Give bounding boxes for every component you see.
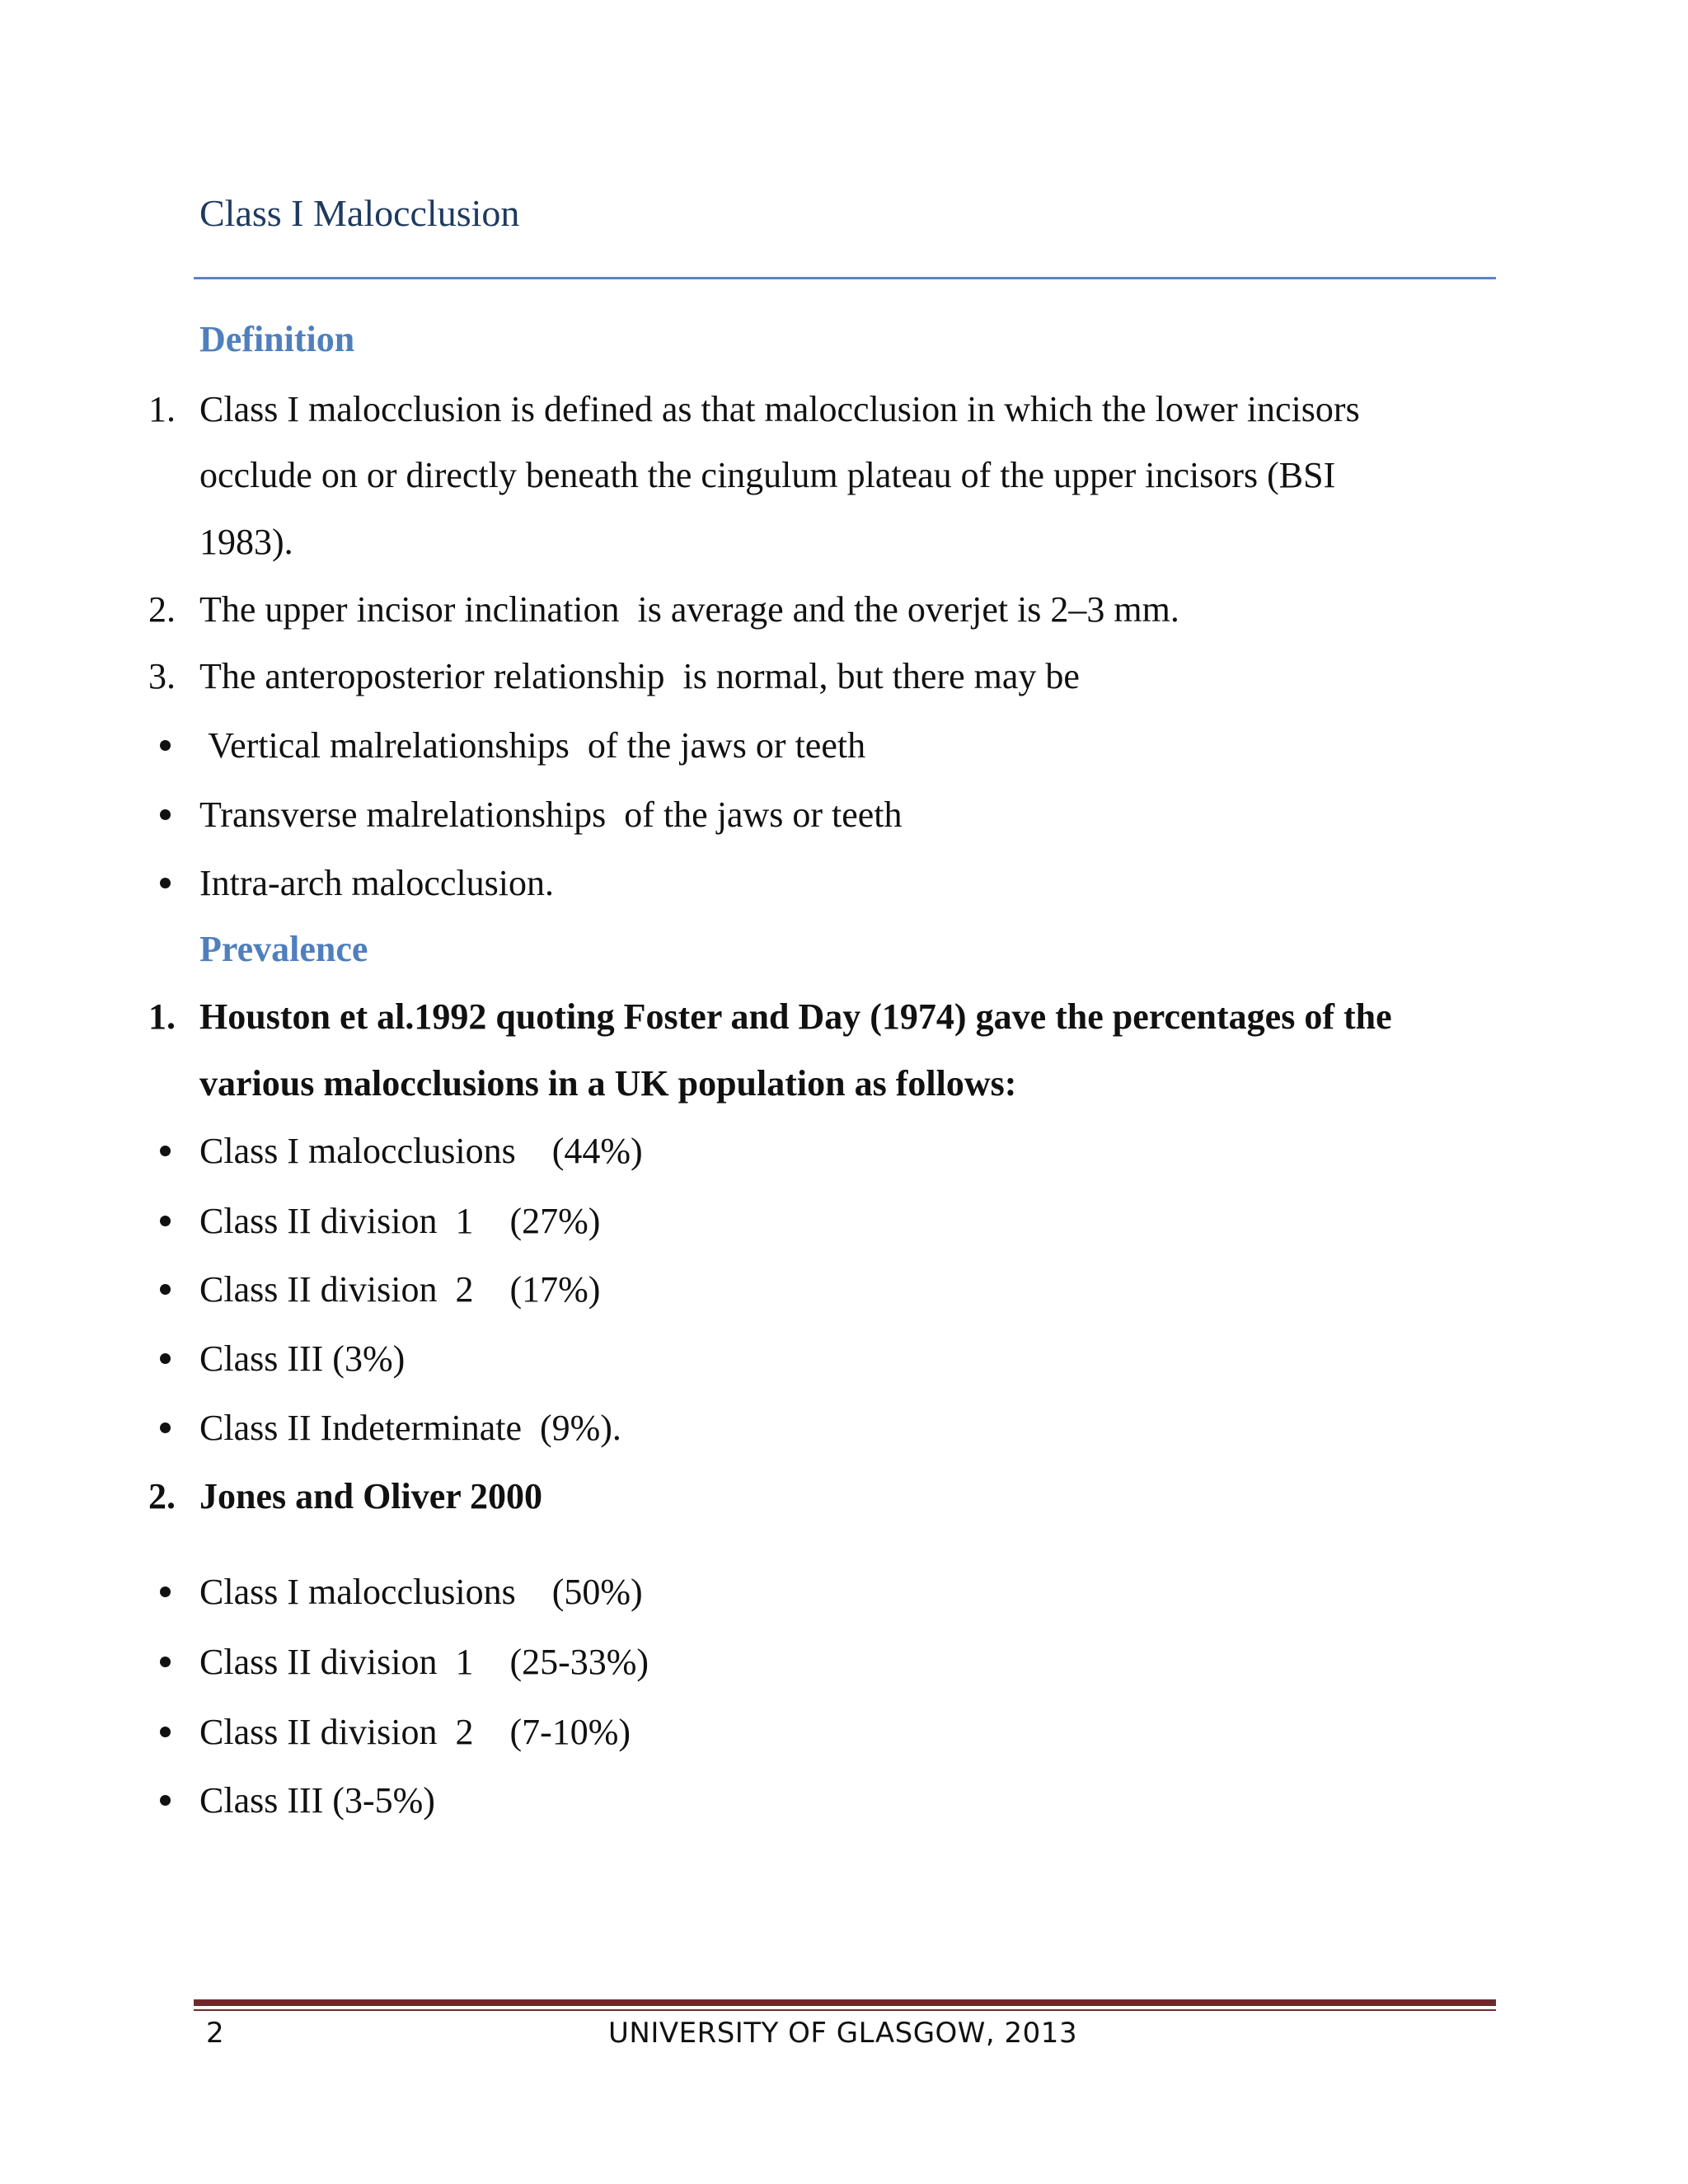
bullet-icon (160, 1216, 171, 1226)
bullet-icon (160, 740, 171, 751)
footer-divider (194, 1999, 1496, 2006)
list-marker: 1. (148, 996, 176, 1037)
bullet-icon (160, 1795, 171, 1806)
page-number: 2 (206, 2017, 224, 2050)
list-marker: 2. (148, 589, 176, 630)
list-marker: 2. (148, 1476, 176, 1516)
bullet-icon (160, 1284, 171, 1295)
study-1-class-ii-div-2: Class II division 2 (17%) (199, 1269, 601, 1310)
study-1-class-iii: Class III (3%) (199, 1338, 406, 1379)
study-2-class-i: Class I malocclusions (50%) (199, 1572, 643, 1612)
bullet-icon (160, 1422, 171, 1433)
prevalence-heading: Prevalence (199, 929, 368, 969)
prevalence-study-1-line-1: Houston et al.1992 quoting Foster and Day (1974) gave the percentages of the (199, 996, 1392, 1037)
study-1-class-i: Class I malocclusions (44%) (199, 1131, 643, 1171)
bullet-icon (160, 878, 171, 888)
list-marker: 3. (148, 656, 176, 696)
definition-heading: Definition (199, 319, 355, 359)
definition-item-1-line-2: occlude on or directly beneath the cingulum plateau of the upper incisors (BSI (199, 455, 1336, 495)
study-1-class-ii-div-1: Class II division 1 (27%) (199, 1201, 601, 1241)
definition-bullet-intra-arch: Intra-arch malocclusion. (199, 863, 555, 903)
definition-bullet-transverse: Transverse malrelationships of the jaws or teeth (199, 794, 903, 835)
bullet-icon (160, 1727, 171, 1737)
page-header-title: Class I Malocclusion (199, 192, 520, 234)
study-1-class-ii-indeterminate: Class II Indeterminate (9%). (199, 1408, 621, 1448)
footer-divider-thin (194, 2009, 1496, 2011)
study-2-class-ii-div-2: Class II division 2 (7-10%) (199, 1712, 631, 1752)
prevalence-study-1-line-2: various malocclusions in a UK population as follows: (199, 1063, 1017, 1104)
bullet-icon (160, 809, 171, 820)
list-marker: 1. (148, 389, 176, 429)
footer-text: UNIVERSITY OF GLASGOW, 2013 (608, 2017, 1078, 2050)
bullet-icon (160, 1353, 171, 1364)
definition-item-2: The upper incisor inclination is average and the overjet is 2–3 mm. (199, 589, 1179, 630)
definition-item-1-line-1: Class I malocclusion is defined as that malocclusion in which the lower incisors (199, 389, 1360, 429)
definition-bullet-vertical: Vertical malrelationships of the jaws or teeth (199, 725, 866, 766)
definition-item-1-line-3: 1983). (199, 522, 293, 562)
header-divider (194, 277, 1496, 279)
bullet-icon (160, 1146, 171, 1156)
study-2-class-iii: Class III (3-5%) (199, 1780, 435, 1821)
bullet-icon (160, 1586, 171, 1597)
study-2-class-ii-div-1: Class II division 1 (25-33%) (199, 1642, 649, 1682)
bullet-icon (160, 1657, 171, 1667)
prevalence-study-2-title: Jones and Oliver 2000 (199, 1476, 543, 1516)
definition-item-3: The anteroposterior relationship is normal, but there may be (199, 656, 1080, 696)
